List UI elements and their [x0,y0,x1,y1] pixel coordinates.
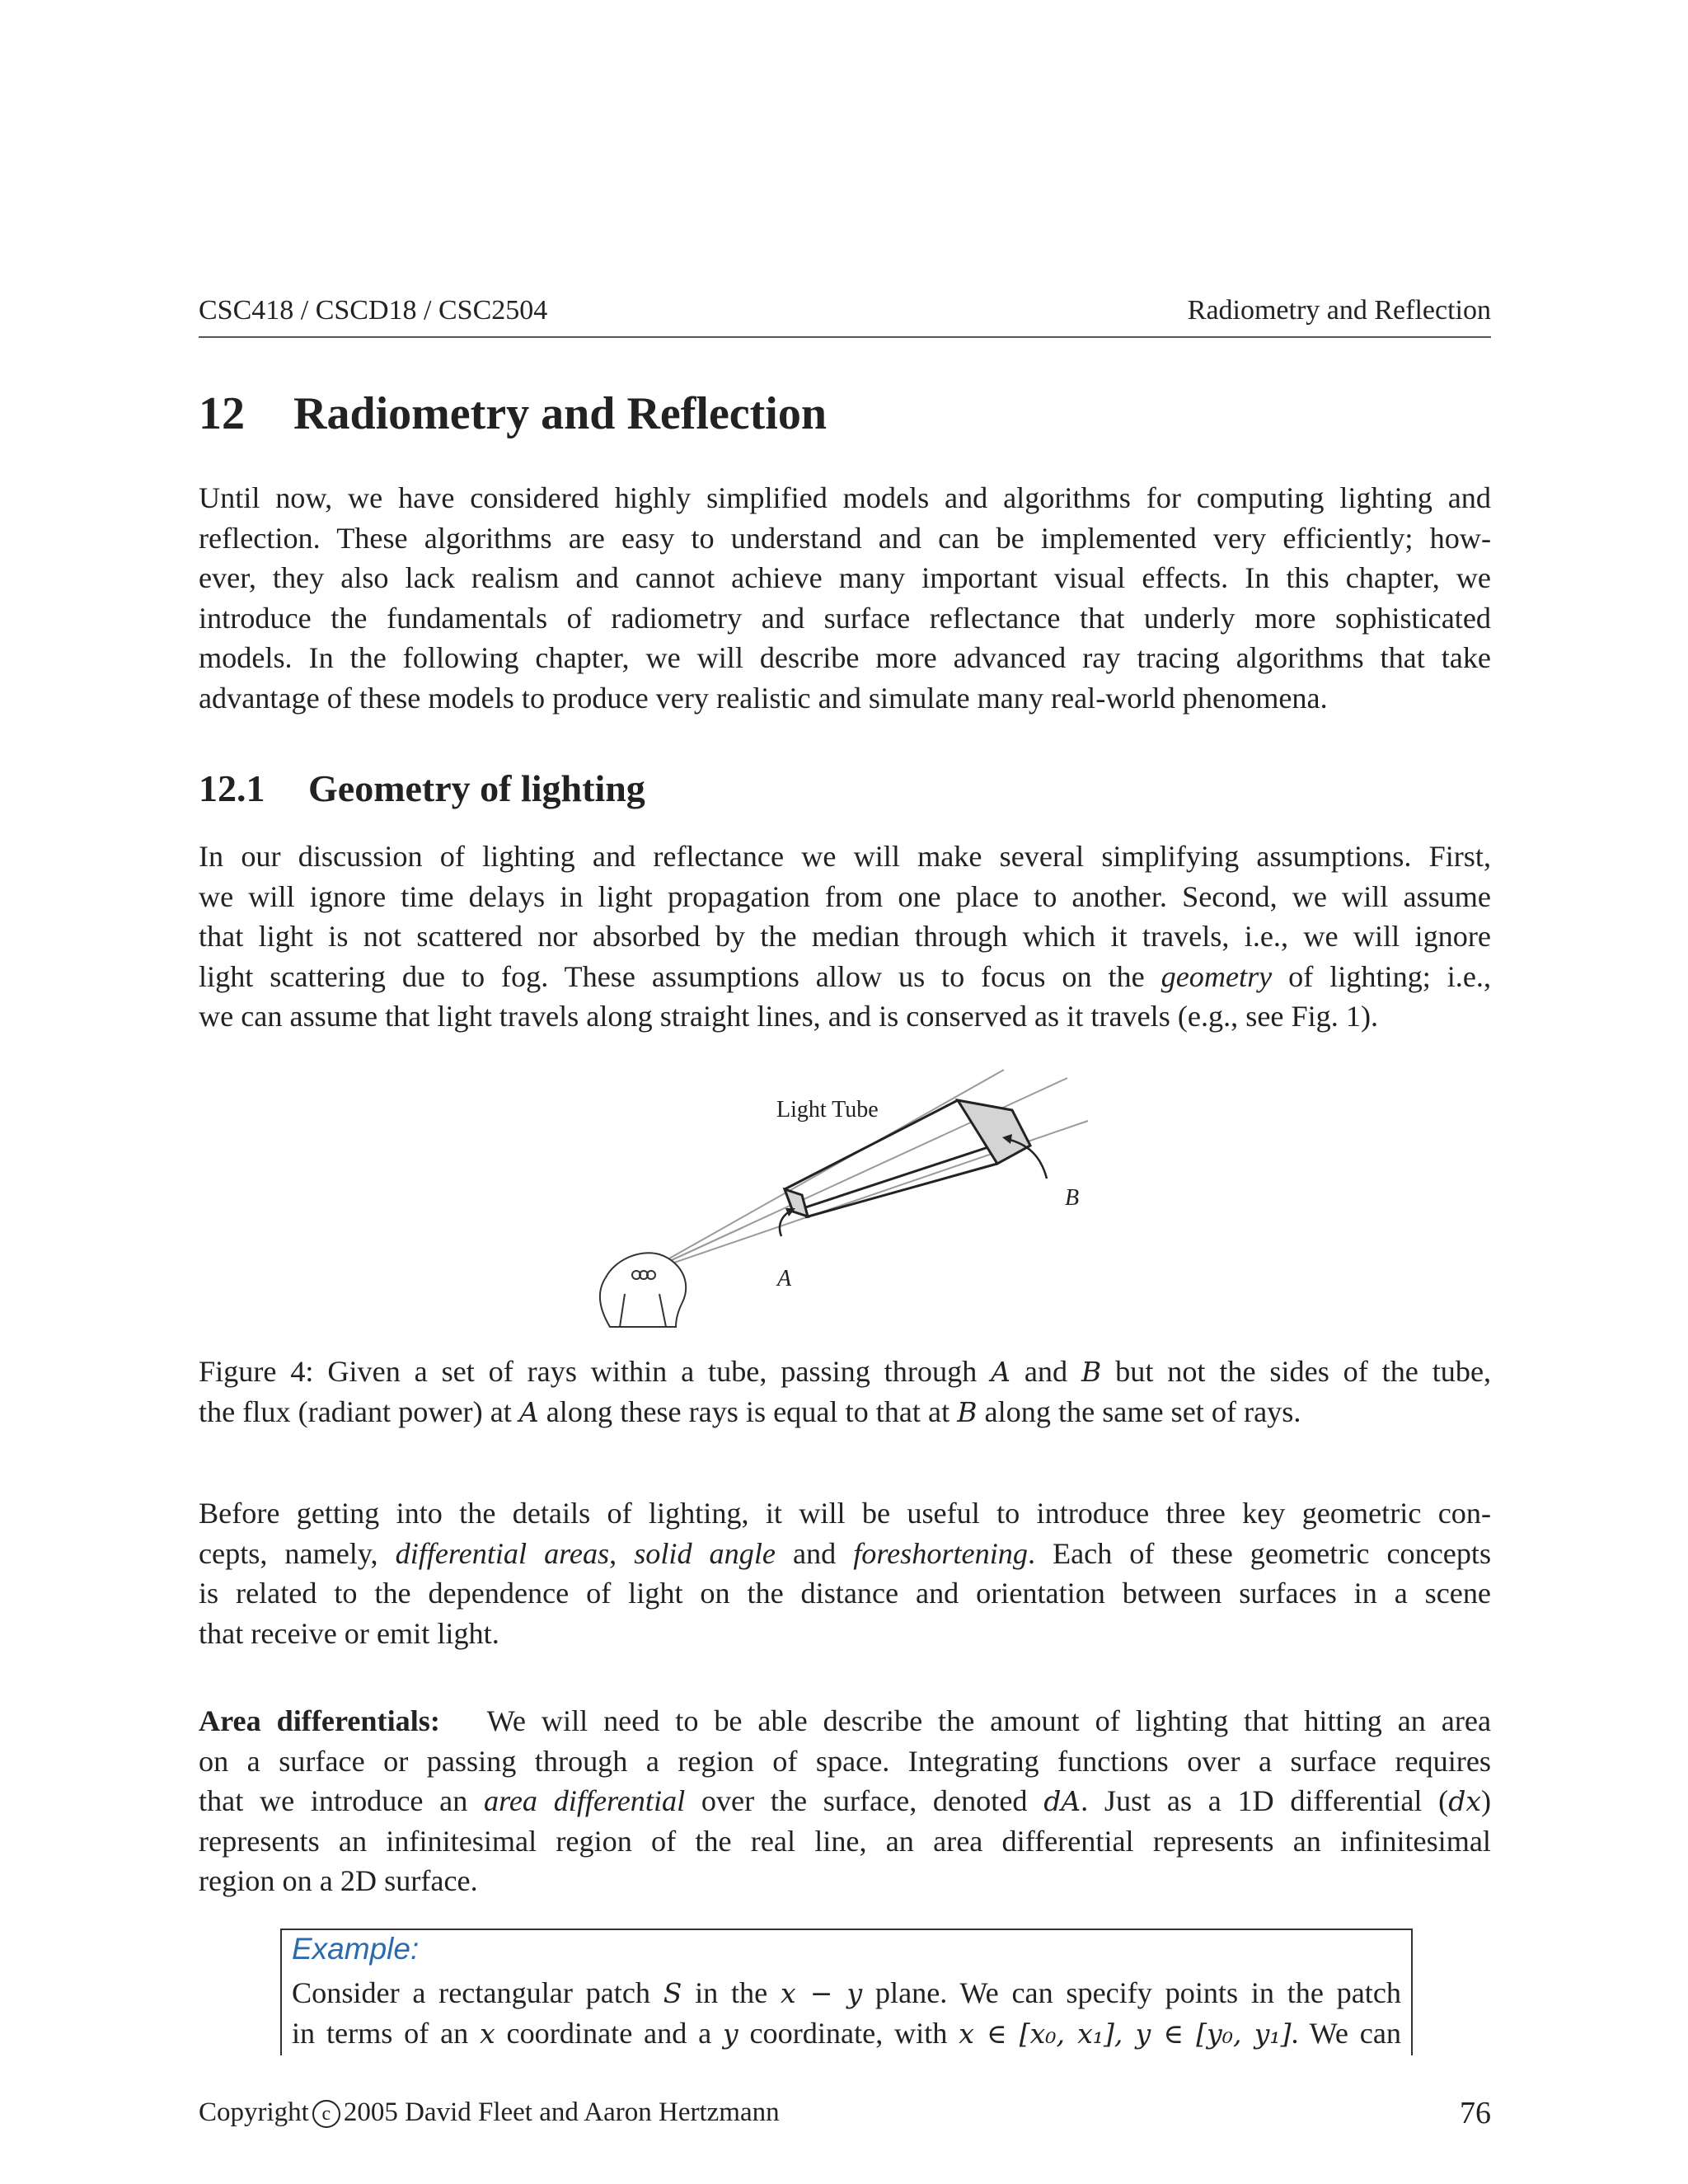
section-line: light scattering due to fog. These assumptions allow us to focus on the geometry of lighting; i.e., [199,959,1492,993]
label-a: A [777,1266,792,1291]
section-heading [199,766,645,810]
running-chapter-title: Radiometry and Reflection [1187,295,1491,326]
example-line: Consider a rectangular patch S in the x − y plane. We can specify points in the patch [292,1976,1402,2009]
example-box [280,1929,1413,2055]
caption-line: Figure 4: Given a set of rays within a tube, passing through A and B but not the sides of the tube, [199,1355,1492,1388]
area-line: represents an infinitesimal region of the real line, an area differential represents an infinitesimal [199,1824,1491,1858]
page-number: 76 [1460,2096,1491,2130]
concepts-line: is related to the dependence of light on the distance and orientation between surfaces in a scene [199,1577,1491,1610]
running-header [199,295,1491,338]
example-title: Example: [292,1932,420,1966]
intro-line: introduce the fundamentals of radiometry and surface reflectance that underly more sophisticated [199,601,1491,635]
figure-caption [199,1352,1491,1432]
section-line: In our discussion of lighting and reflectance we will make several simplifying assumptions. First, [199,840,1491,873]
concepts-line: Before getting into the details of lighting, it will be useful to introduce three key geometric con- [199,1497,1491,1530]
section-paragraph [199,837,1491,1037]
area-differentials-paragraph [199,1701,1491,1901]
example-line: in terms of an x coordinate and a y coordinate, with x ∈ [x₀, x₁], y ∈ [y₀, y₁]. We can [292,2016,1402,2050]
intro-line: ever, they also lack realism and cannot achieve many important visual effects. In this chapter, we [199,561,1491,594]
section-title: Geometry of lighting [308,767,645,809]
chapter-number: 12 [199,388,245,439]
section-line: we can assume that light travels along straight lines, and is conserved as it travels (e.g., see Fig. 1). [199,1000,1379,1033]
light-bulb-icon [600,1253,686,1327]
area-line: that we introduce an area differential over the surface, denoted dA. Just as a 1D differential (dx) [199,1784,1492,1817]
chapter-title [199,387,827,440]
section-number: 12.1 [199,767,265,809]
caption-line: the flux (radiant power) at A along these rays is equal to that at B along the same set of rays. [199,1394,1301,1428]
area-line: region on a 2D surface. [199,1864,478,1897]
copyright-symbol: c [312,2100,340,2128]
emphasis-geometry: geometry [1160,959,1273,993]
intro-line: advantage of these models to produce very realistic and simulate many real-world phenomena. [199,681,1328,715]
section-line: that light is not scattered nor absorbed by the median through which it travels, i.e., we will ignore [199,920,1491,953]
course-code: CSC418 / CSCD18 / CSC2504 [199,295,548,326]
intro-paragraph [199,478,1491,718]
light-tube-diagram [577,1063,1113,1343]
concepts-line: that receive or emit light. [199,1616,499,1650]
area-differentials-heading: Area differentials: [199,1704,440,1737]
label-b: B [1065,1185,1080,1211]
concepts-line: cepts, namely, differential areas, solid angle and foreshortening. Each of these geometric concepts [199,1536,1492,1570]
area-line: on a surface or passing through a region of space. Integrating functions over a surface requires [199,1744,1491,1778]
example-body [292,1973,1401,2053]
section-line: we will ignore time delays in light propagation from one place to another. Second, we will assume [199,879,1491,913]
intro-line: reflection. These algorithms are easy to understand and can be implemented very efficiently; how- [199,521,1491,555]
light-tube-figure [577,1063,1113,1343]
intro-line: Until now, we have considered highly simplified models and algorithms for computing lighting and [199,481,1491,514]
label-light-tube: Light Tube [776,1097,879,1122]
copyright-notice: Copyright c 2005 David Fleet and Aaron Hertzmann [199,2097,780,2127]
concepts-paragraph [199,1493,1491,1653]
area-line: Area differentials: We will need to be able describe the amount of lighting that hitting an area [199,1704,1492,1737]
intro-line: models. In the following chapter, we will describe more advanced ray tracing algorithms that take [199,641,1491,674]
chapter-title-text: Radiometry and Reflection [293,388,828,439]
